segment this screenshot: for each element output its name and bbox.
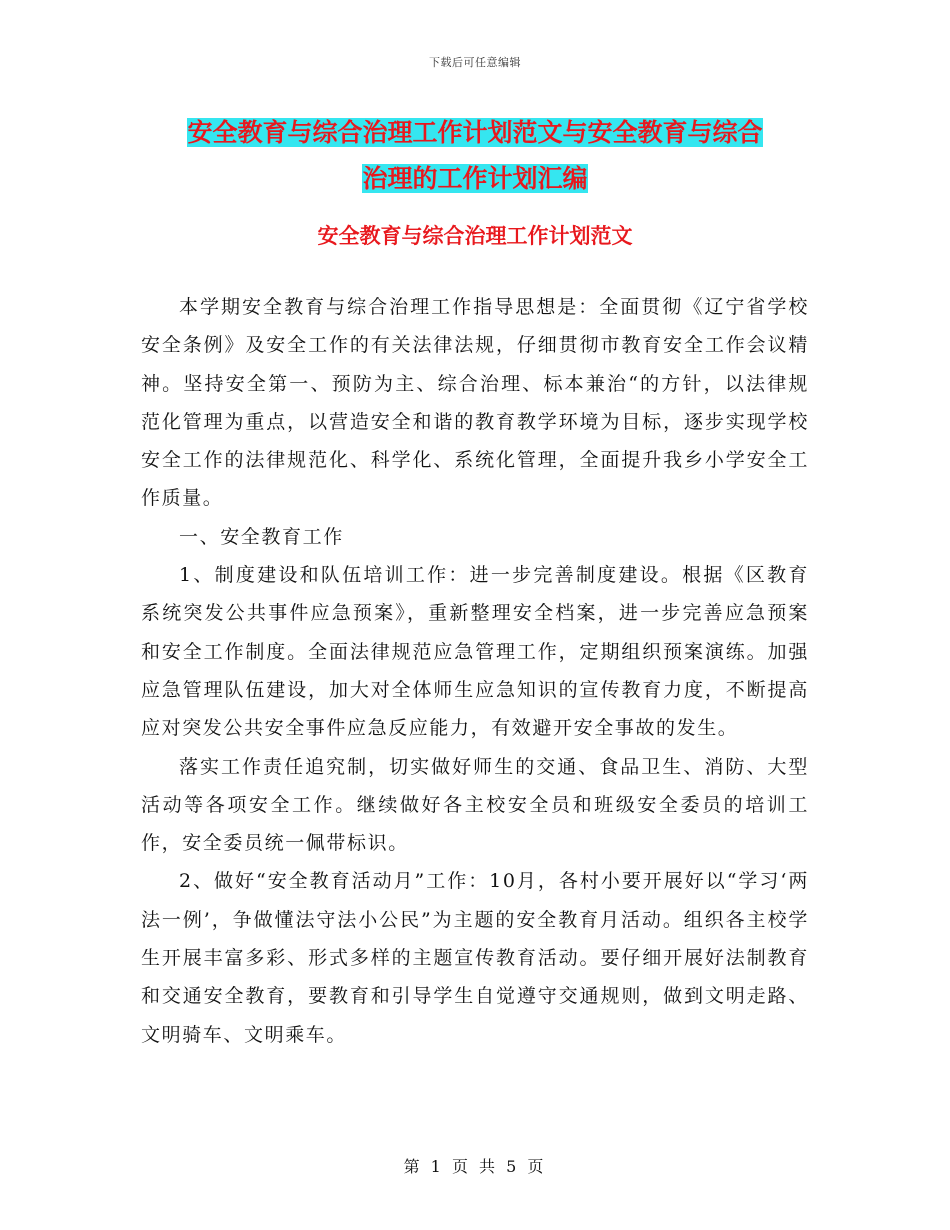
document-title-line-1: 安全教育与综合治理工作计划范文与安全教育与综合 bbox=[187, 118, 763, 147]
page-number: 第 1 页 共 5 页 bbox=[403, 1157, 547, 1176]
paragraph-activity-month: 2、做好“安全教育活动月”工作：10月，各村小要开展好以“学习‘两法一例’，争做懂法守法小公民”为主题的安全教育月活动。组织各主校学生开展丰富多彩、形式多样的主题宣传教育活动。要仔细开展好法制教育和交通安全教育，要教育和引导学生自觉遵守交通规则，做到文明走路、文明骑车、文明乘车。 bbox=[141, 870, 809, 1046]
document-title-line-2: 治理的工作计划汇编 bbox=[362, 164, 588, 193]
paragraph-heading-safety-education: 一、安全教育工作 bbox=[179, 525, 344, 548]
paragraph-guiding-ideology: 本学期安全教育与综合治理工作指导思想是：全面贯彻《辽宁省学校安全条例》及安全工作的有关法律法规，仔细贯彻市教育安全工作会议精神。坚持安全第一、预防为主、综合治理、标本兼治“的方针，以法律规范化管理为重点，以营造安全和谐的教育教学环境为目标，逐步实现学校安全工作的法律规范化、科学化、系统化管理，全面提升我乡小学安全工作质量。 bbox=[141, 296, 809, 510]
page-header-note: 下载后可任意编辑 bbox=[429, 56, 521, 69]
document-title bbox=[130, 110, 820, 202]
document-body bbox=[141, 288, 809, 1054]
paragraph-system-building: 1、制度建设和队伍培训工作：进一步完善制度建设。根据《区教育系统突发公共事件应急预案》，重新整理安全档案，进一步完善应急预案和安全工作制度。全面法律规范应急管理工作，定期组织预案演练。加强应急管理队伍建设，加大对全体师生应急知识的宣传教育力度，不断提高应对突发公共安全事件应急反应能力，有效避开安全事故的发生。 bbox=[141, 564, 809, 740]
paragraph-responsibility: 落实工作责任追究制，切实做好师生的交通、食品卫生、消防、大型活动等各项安全工作。继续做好各主校安全员和班级安全委员的培训工作，安全委员统一佩带标识。 bbox=[141, 755, 809, 855]
section-title: 安全教育与综合治理工作计划范文 bbox=[317, 224, 633, 248]
